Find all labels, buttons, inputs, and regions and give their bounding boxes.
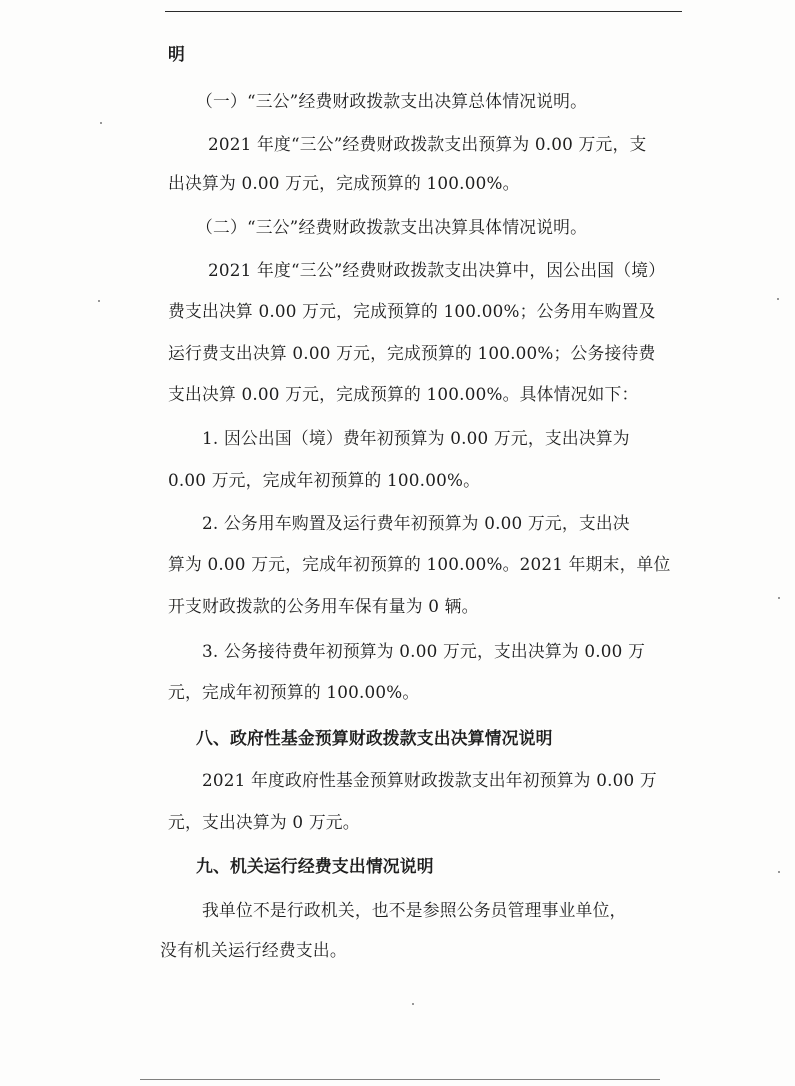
list-item-line: 1. 因公出国（境）费年初预算为 0.00 万元，支出决算为 bbox=[202, 428, 630, 448]
paragraph-line: 2021 年度政府性基金预算财政拨款支出年初预算为 0.00 万 bbox=[202, 770, 657, 790]
continued-heading-fragment: 明 bbox=[168, 44, 185, 64]
bottom-rule bbox=[140, 1079, 660, 1080]
paragraph-line: 2021 年度“三公”经费财政拨款支出决算中，因公出国（境） bbox=[208, 260, 666, 280]
scan-speck bbox=[412, 1003, 414, 1005]
scan-speck bbox=[98, 300, 100, 302]
section-heading-government-fund: 八、政府性基金预算财政拨款支出决算情况说明 bbox=[196, 728, 553, 748]
paragraph-line: 没有机关运行经费支出。 bbox=[160, 940, 347, 960]
scan-speck bbox=[100, 122, 102, 124]
list-item-line: 元，完成年初预算的 100.00%。 bbox=[168, 682, 420, 702]
list-item-line: 0.00 万元，完成年初预算的 100.00%。 bbox=[168, 470, 481, 490]
list-item-line: 开支财政拨款的公务用车保有量为 0 辆。 bbox=[168, 596, 479, 616]
list-item-line: 2. 公务用车购置及运行费年初预算为 0.00 万元，支出决 bbox=[202, 513, 630, 533]
section-heading-operating-expenses: 九、机关运行经费支出情况说明 bbox=[196, 856, 434, 876]
scan-speck bbox=[778, 597, 780, 599]
paragraph-line: 2021 年度“三公”经费财政拨款支出预算为 0.00 万元，支 bbox=[208, 134, 647, 154]
section-heading-sangong-detail: （二）“三公”经费财政拨款支出决算具体情况说明。 bbox=[196, 217, 588, 237]
paragraph-line: 我单位不是行政机关，也不是参照公务员管理事业单位， bbox=[202, 900, 627, 920]
list-item-line: 算为 0.00 万元，完成年初预算的 100.00%。2021 年期末，单位 bbox=[168, 554, 671, 574]
paragraph-line: 出决算为 0.00 万元，完成预算的 100.00%。 bbox=[168, 173, 520, 193]
top-rule bbox=[165, 11, 682, 12]
scan-speck bbox=[778, 871, 780, 873]
paragraph-line: 费支出决算 0.00 万元，完成预算的 100.00%；公务用车购置及 bbox=[168, 301, 656, 321]
paragraph-line: 运行费支出决算 0.00 万元，完成预算的 100.00%；公务接待费 bbox=[168, 343, 656, 363]
list-item-line: 3. 公务接待费年初预算为 0.00 万元，支出决算为 0.00 万 bbox=[202, 641, 646, 661]
scan-speck bbox=[777, 298, 779, 300]
paragraph-line: 元，支出决算为 0 万元。 bbox=[168, 812, 360, 832]
paragraph-line: 支出决算 0.00 万元，完成预算的 100.00%。具体情况如下： bbox=[168, 384, 639, 404]
section-heading-sangong-overall: （一）“三公”经费财政拨款支出决算总体情况说明。 bbox=[196, 91, 588, 111]
